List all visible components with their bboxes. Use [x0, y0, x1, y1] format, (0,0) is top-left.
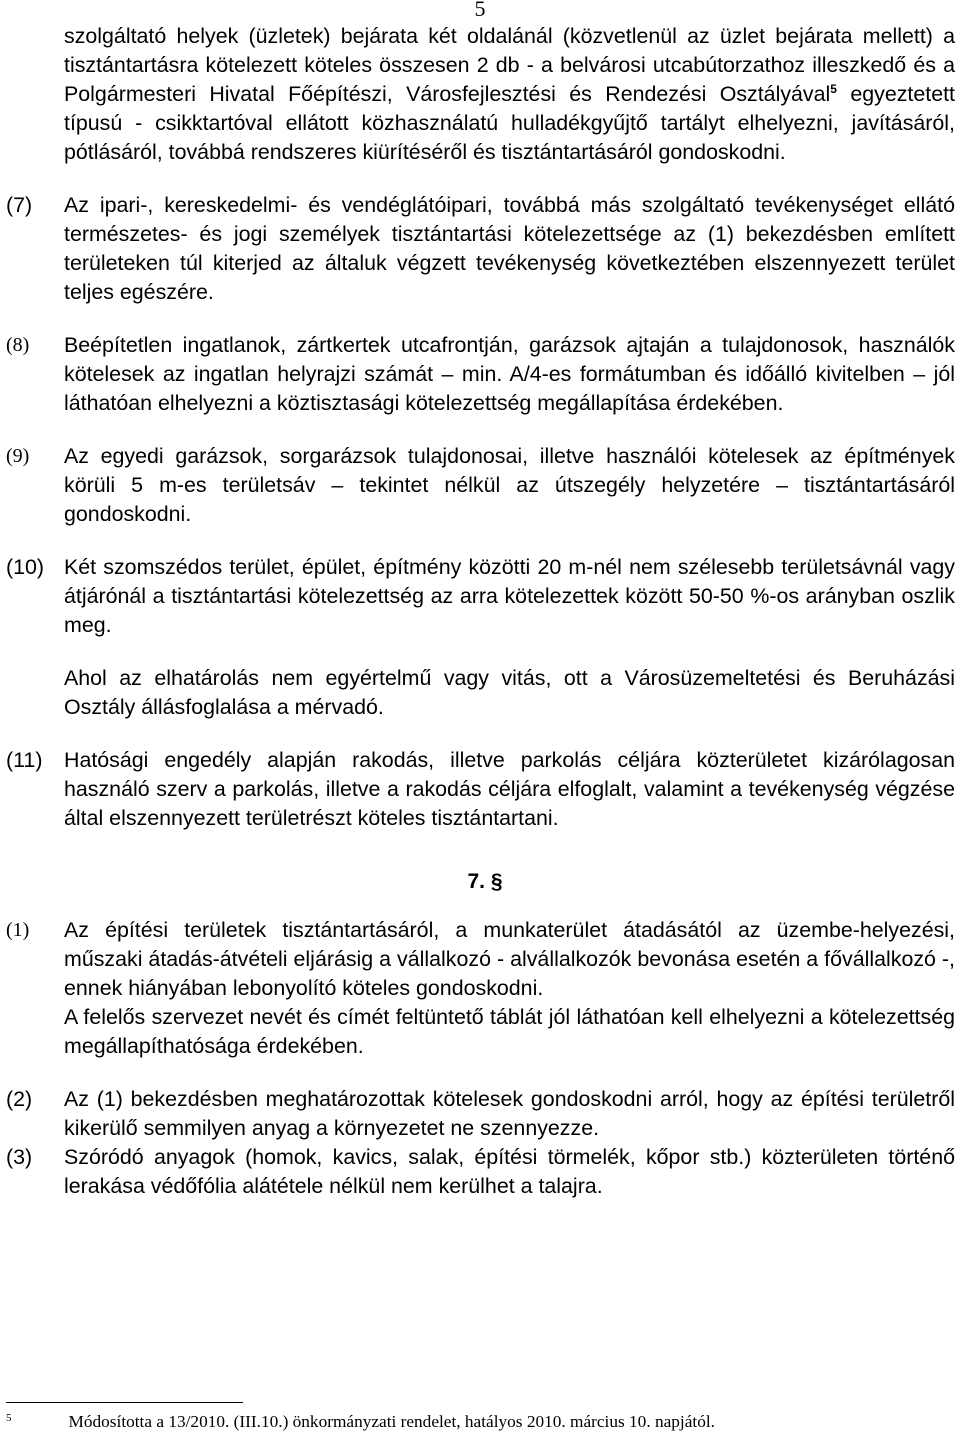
- paragraph-text: Beépítetlen ingatlanok, zártkertek utcafrontján, garázsok ajtaján a tulajdonosok, használók kötelesek az ingatlan helyrajzi számát – min. A/4-es formátumban és időálló kivitelben – jól láthatóan elhelyezni a köztisztasági kötelezettség megállapítása érdekében.: [64, 333, 955, 415]
- paragraph-extra-text: A felelős szervezet nevét és címét feltüntető táblát jól láthatóan kell elhelyezni a kötelezettség megállapíthatósága érdekében.: [64, 1005, 955, 1058]
- paragraph-number: (1): [6, 919, 30, 941]
- page-number: 5: [474, 0, 486, 21]
- paragraph-10: [0, 553, 960, 722]
- paragraph-number: (7): [6, 193, 33, 217]
- paragraph-text: Az (1) bekezdésben meghatározottak kötelesek gondoskodni arról, hogy az építési területről kikerülő semmilyen anyag a környezetet ne szennyezze.: [64, 1087, 955, 1140]
- paragraph-9: [0, 442, 960, 529]
- document-body: [0, 22, 960, 1201]
- footnote-text: Módosította a 13/2010. (III.10.) önkormányzati rendelet, hatályos 2010. március 10. napjától.: [68, 1412, 715, 1431]
- footnote-ref: 5: [830, 82, 837, 96]
- paragraph-number: (3): [6, 1145, 33, 1169]
- paragraph-11: [0, 746, 960, 833]
- paragraph-text: Az egyedi garázsok, sorgarázsok tulajdonosai, illetve használói kötelesek az építmények körüli 5 m-es területsáv – tekintet nélkül az útszegély helyzetére – tisztántartásáról gondoskodni.: [64, 444, 955, 526]
- footnote-divider: [6, 1402, 243, 1403]
- paragraph-number: (11): [6, 748, 43, 772]
- paragraph-text: Az építési területek tisztántartásáról, a munkaterület átadásától az üzembe-helyezési, műszaki átadás-átvételi eljárásig a vállalkozó - alvállalkozók bevonása esetén a fővállalkozó -, ennek hiányában lebonyolító köteles gondoskodni.: [64, 918, 955, 1000]
- intro-paragraph: [0, 22, 960, 167]
- paragraph-number: (2): [6, 1087, 33, 1111]
- footnote-mark: 5: [6, 1412, 12, 1424]
- footnote: [6, 1404, 936, 1436]
- paragraph-number: (8): [6, 334, 30, 356]
- intro-text: [64, 22, 955, 167]
- intro-text-a: szolgáltató helyek (üzletek) bejárata két oldalánál (közvetlenül az üzlet bejárata mellett) a tisztántartásra kötelezett köteles összesen 2 db - a belvárosi utcabútorzathoz illeszkedő és a Polgármesteri Hivatal Főépítészi, Városfejlesztési és Rendezési Osztályával: [64, 24, 955, 106]
- paragraph-text: Hatósági engedély alapján rakodás, illetve parkolás céljára közterületet kizárólagosan használó szerv a parkolás, illetve a rakodás céljára elfoglalt, valamint a tevékenység végzése által elszennyezett területrészt köteles tisztántartani.: [64, 748, 955, 830]
- section7-paragraph-3: [0, 1143, 960, 1201]
- paragraph-text: Szóródó anyagok (homok, kavics, salak, építési törmelék, kőpor stb.) közterületen történő lerakása védőfólia alátétele nélkül nem kerülhet a talajra.: [64, 1145, 955, 1198]
- section7-paragraph-2: [0, 1085, 960, 1143]
- paragraph-text: Az ipari-, kereskedelmi- és vendéglátóipari, továbbá más szolgáltató tevékenységet ellátó természetes- és jogi személyek tisztántartási kötelezettsége az (1) bekezdésben említett területeken túl kiterjed az általuk végzett tevékenység következtében elszennyezett terület teljes egészére.: [64, 193, 955, 304]
- paragraph-number: (9): [6, 445, 30, 467]
- paragraph-7: [0, 191, 960, 307]
- intro-text-b: egyeztetett típusú - csikktartóval ellátott közhasználatú hulladékgyűjtő tartályt elhelyezni, javításáról, pótlásáról, továbbá rendszeres kiürítéséről és tisztántartásáról gondoskodni.: [64, 82, 955, 164]
- paragraph-number: (10): [6, 555, 45, 579]
- section7-paragraph-1: [0, 916, 960, 1061]
- paragraph-extra-text: Ahol az elhatárolás nem egyértelmű vagy vitás, ott a Városüzemeltetési és Beruházási Osztály állásfoglalása a mérvadó.: [64, 666, 955, 719]
- paragraph-text: Két szomszédos terület, épület, építmény közötti 20 m-nél nem szélesebb területsávnál vagy átjárónál a tisztántartási kötelezettség az arra kötelezettek között 50-50 %-os arányban oszlik meg.: [64, 555, 955, 637]
- section-title: 7. §: [467, 870, 503, 893]
- paragraph-8: [0, 331, 960, 418]
